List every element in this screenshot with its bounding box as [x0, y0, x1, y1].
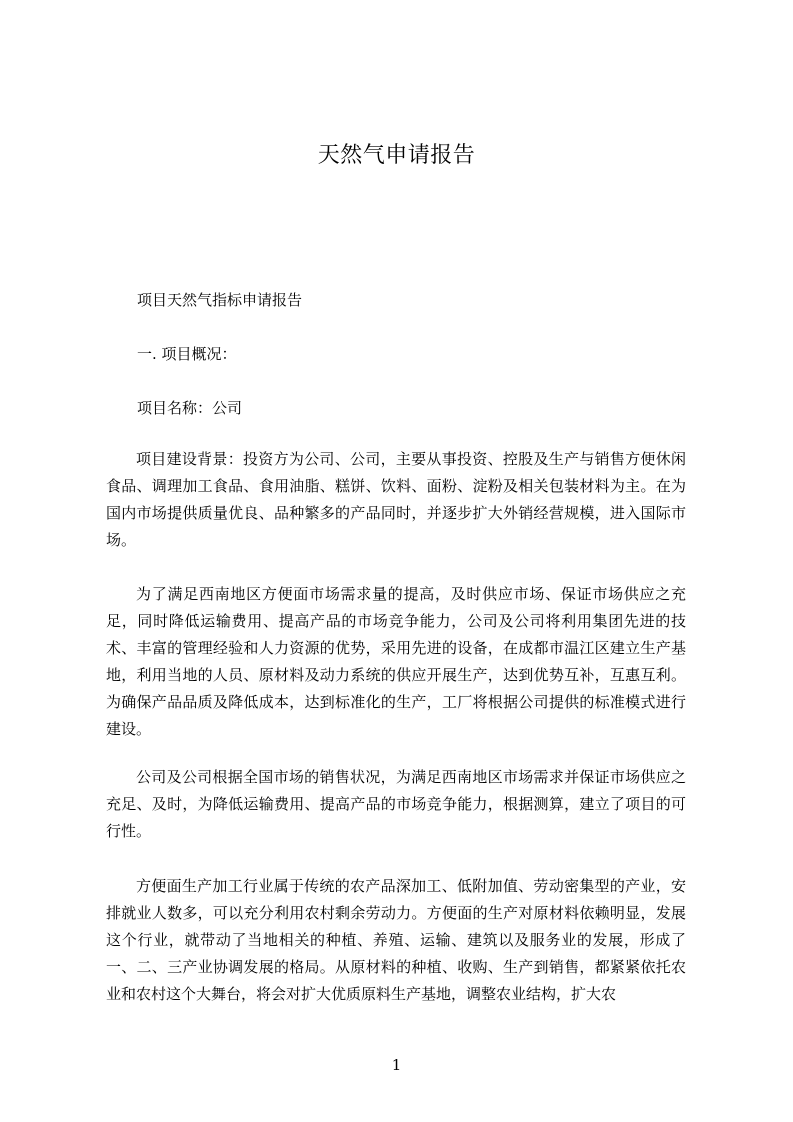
paragraph-industry: 方便面生产加工行业属于传统的农产品深加工、低附加值、劳动密集型的产业，安排就业人数多，可以充分利用农村剩余劳动力。方便面的生产对原材料依赖明显，发展这个行业，就带动了当地相关的种植、养殖、运输、建筑以及服务业的发展，形成了一、二、三产业协调发展的格局。从原材料的种植、收购、生产到销售，都紧紧依托农业和农村这个大舞台，将会对扩大优质原料生产基地，调整农业结构，扩大农	[106, 877, 686, 1003]
section-heading: 一. 项目概况：	[137, 345, 237, 363]
paragraph-background: 项目建设背景：投资方为公司、公司，主要从事投资、控股及生产与销售方便休闲食品、调理加工食品、食用油脂、糕饼、饮料、面粉、淀粉及相关包装材料为主。在为国内市场提供质量优良、品种繁多的产品同时，并逐步扩大外销经营规模，进入国际市场。	[106, 450, 686, 549]
document-title: 天然气申请报告	[317, 143, 476, 168]
paragraph-purpose: 为了满足西南地区方便面市场需求量的提高，及时供应市场、保证市场供应之充足，同时降低运输费用、提高产品的市场竞争能力，公司及公司将利用集团先进的技术、丰富的管理经验和人力资源的优势，采用先进的设备，在成都市温江区建立生产基地，利用当地的人员、原材料及动力系统的供应开展生产，达到优势互补，互惠互利。为确保产品品质及降低成本，达到标准化的生产，工厂将根据公司提供的标准模式进行建设。	[106, 585, 686, 738]
subtitle: 项目天然气指标申请报告	[137, 291, 303, 309]
project-name-line: 项目名称：公司	[137, 399, 243, 417]
page-number: 1	[391, 1056, 402, 1074]
paragraph-feasibility: 公司及公司根据全国市场的销售状况，为满足西南地区市场需求并保证市场供应之充足、及时，为降低运输费用、提高产品的市场竞争能力，根据测算，建立了项目的可行性。	[106, 768, 686, 840]
